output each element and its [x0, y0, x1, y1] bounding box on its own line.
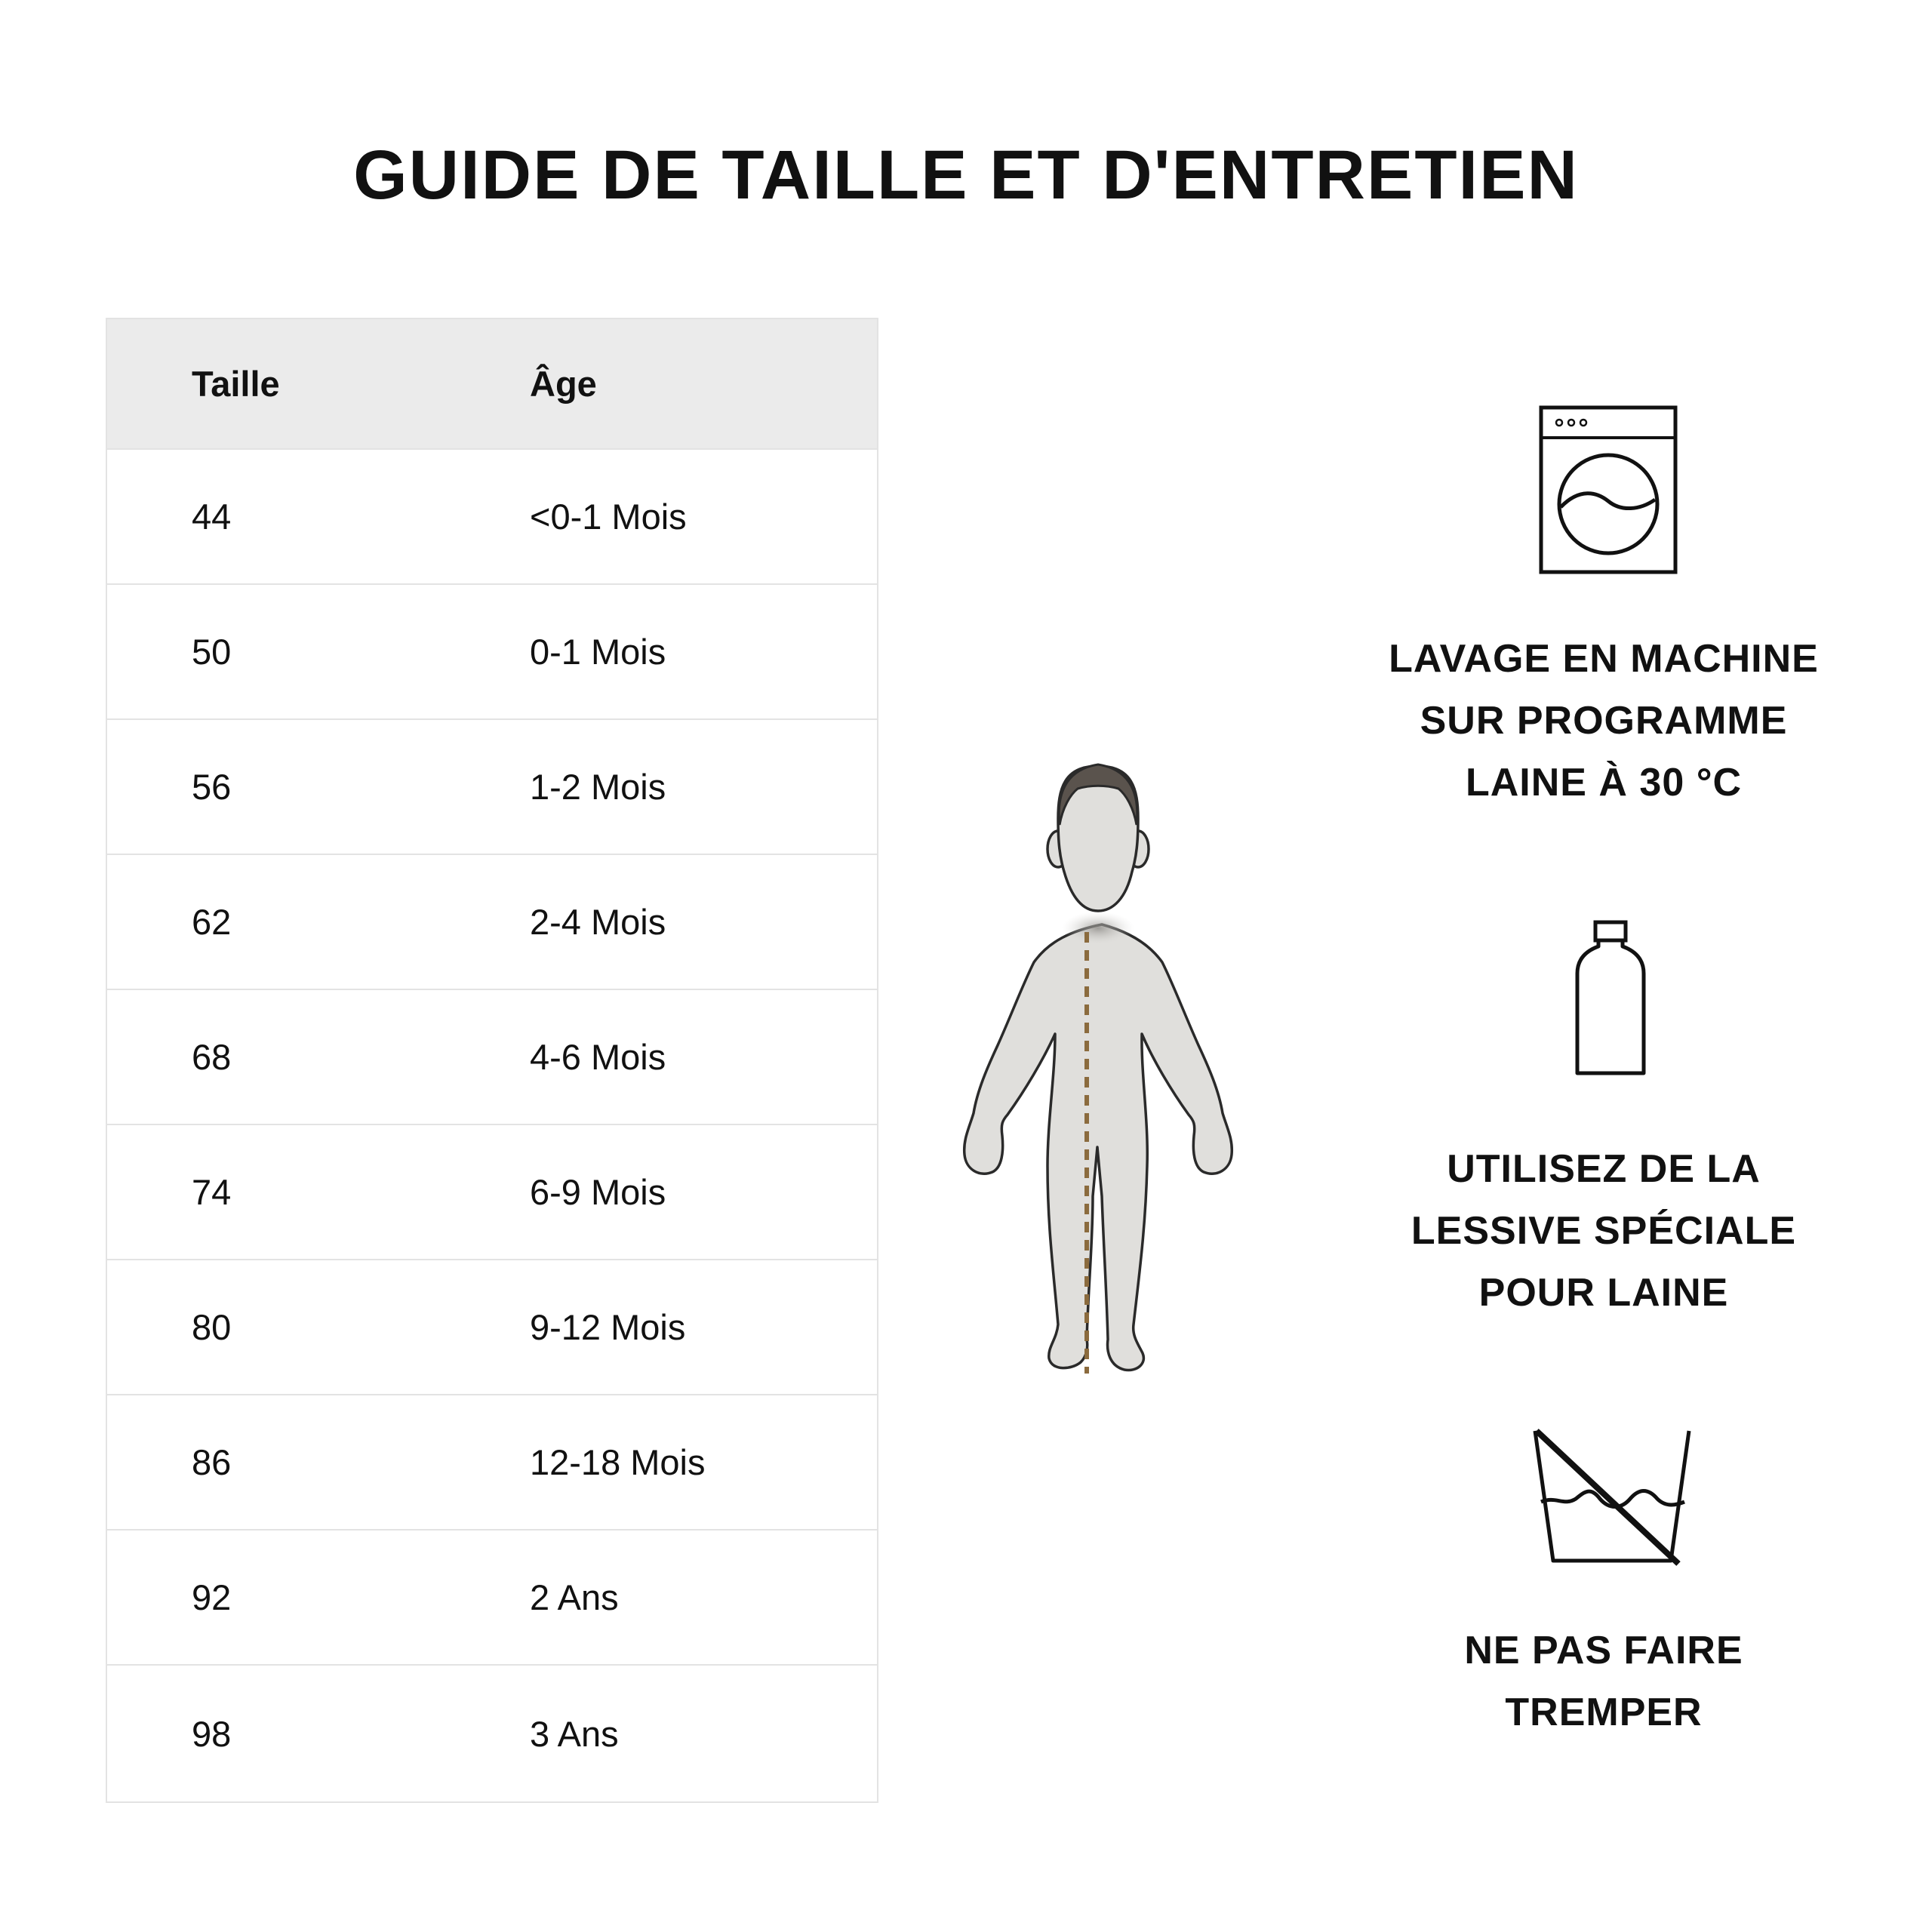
table-row [107, 1395, 877, 1531]
size-cell: 98 [192, 1713, 232, 1754]
size-cell: 44 [192, 497, 232, 537]
table-row [107, 1125, 877, 1260]
size-cell: 74 [192, 1172, 232, 1212]
age-cell: 2-4 Mois [530, 902, 666, 942]
care-instruction-detergent: UTILISEZ DE LA LESSIVE SPÉCIALE POUR LAINE [1411, 1147, 1797, 1315]
age-cell: 9-12 Mois [530, 1307, 686, 1347]
care-instruction-no-soak: NE PAS FAIRE TREMPER [1464, 1629, 1743, 1734]
age-cell: 4-6 Mois [530, 1037, 666, 1077]
size-cell: 68 [192, 1037, 232, 1077]
table-row [107, 1531, 877, 1666]
age-cell: 3 Ans [530, 1713, 619, 1754]
header-size: Taille [192, 364, 280, 404]
child-figure-illustration [958, 743, 1313, 1400]
washing-machine-icon [1538, 405, 1681, 575]
table-row [107, 720, 877, 855]
age-cell: 12-18 Mois [530, 1442, 706, 1482]
table-row [107, 1260, 877, 1395]
table-row [107, 1666, 877, 1801]
do-not-soak-icon [1531, 1426, 1694, 1567]
table-row [107, 990, 877, 1125]
size-cell: 56 [192, 767, 232, 807]
size-table [106, 318, 878, 1803]
care-instruction-wash: LAVAGE EN MACHINE SUR PROGRAMME LAINE À 30 °C [1389, 637, 1819, 804]
size-cell: 62 [192, 902, 232, 942]
age-cell: <0-1 Mois [530, 497, 687, 537]
size-cell: 80 [192, 1307, 232, 1347]
header-age: Âge [530, 364, 597, 404]
table-row [107, 855, 877, 990]
age-cell: 2 Ans [530, 1577, 619, 1617]
table-header [107, 319, 877, 450]
detergent-bottle-icon [1573, 919, 1648, 1076]
age-cell: 0-1 Mois [530, 632, 666, 672]
page-title: GUIDE DE TAILLE ET D'ENTRETIEN [353, 137, 1579, 214]
size-cell: 86 [192, 1442, 232, 1482]
size-cell: 92 [192, 1577, 232, 1617]
table-row [107, 450, 877, 585]
age-cell: 1-2 Mois [530, 767, 666, 807]
table-row [107, 585, 877, 720]
size-cell: 50 [192, 632, 232, 672]
age-cell: 6-9 Mois [530, 1172, 666, 1212]
